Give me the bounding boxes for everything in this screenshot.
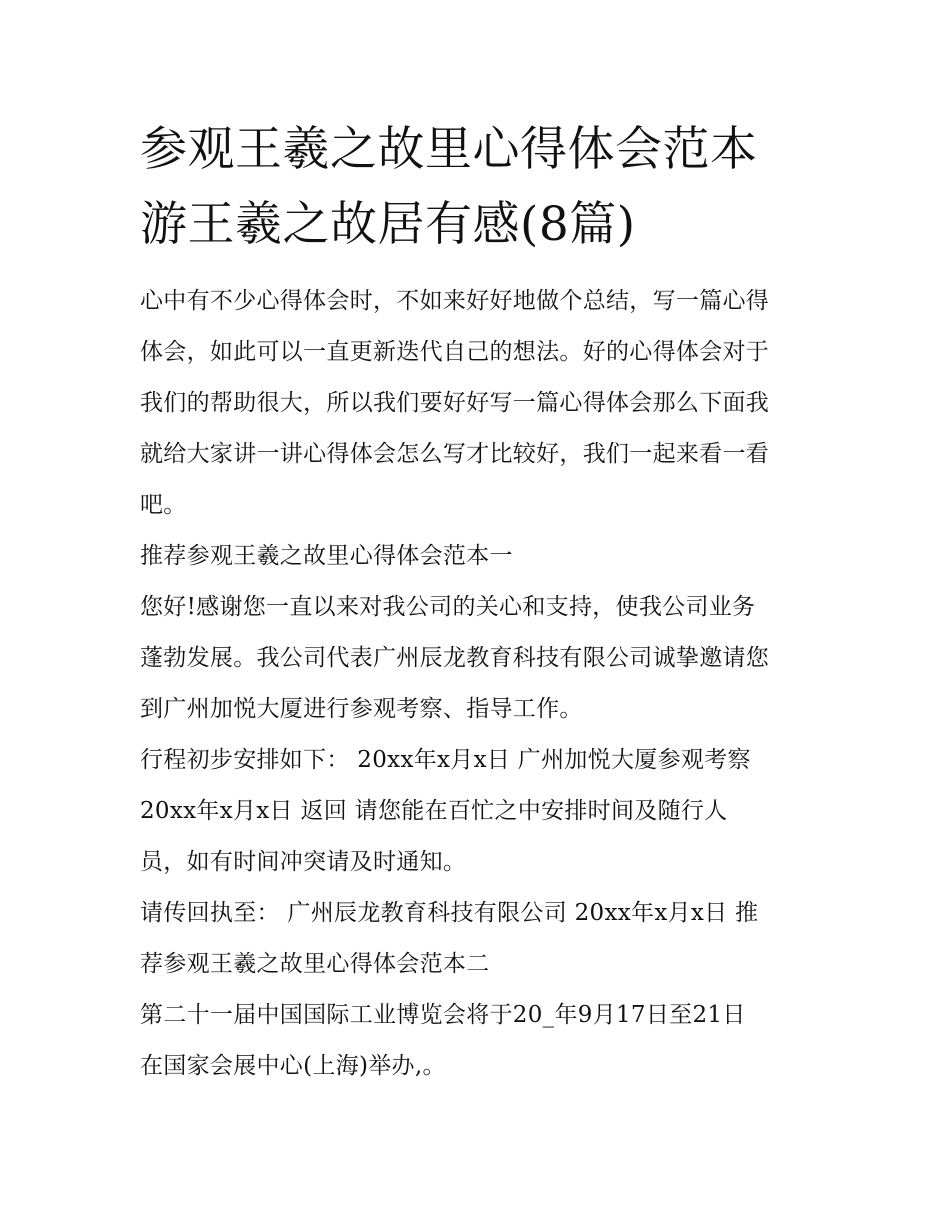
body-line: 心中有不少心得体会时，不如来好好地做个总结，写一篇心得 [140,288,770,314]
body-line: 在国家会展中心(上海)举办,。 [140,1053,446,1079]
body-line: 我们的帮助很大，所以我们要好好写一篇心得体会那么下面我 [140,390,770,416]
body-line: 就给大家讲一讲心得体会怎么写才比较好，我们一起来看一看 [140,441,770,467]
title-line-2: 游王羲之故居有感(8篇) [140,197,636,252]
body-line: 到广州加悦大厦进行参观考察、指导工作。 [140,696,583,722]
title-line-1: 参观王羲之故里心得体会范本 [140,122,758,177]
body-line: 吧。 [140,492,187,518]
document-body [140,276,830,1092]
body-line: 您好!感谢您一直以来对我公司的关心和支持，使我公司业务 [140,594,756,620]
body-line: 员，如有时间冲突请及时通知。 [140,849,467,875]
body-line: 行程初步安排如下： 20xx年x月x日 广州加悦大厦参观考察 [140,747,751,773]
body-line: 荐参观王羲之故里心得体会范本二 [140,951,490,977]
body-line: 蓬勃发展。我公司代表广州辰龙教育科技有限公司诚挚邀请您 [140,645,770,671]
document-title [140,112,840,262]
body-line: 请传回执至： 广州辰龙教育科技有限公司 20xx年x月x日 推 [140,900,759,926]
body-line: 体会，如此可以一直更新迭代自己的想法。好的心得体会对于 [140,339,770,365]
body-line: 第二十一届中国国际工业博览会将于20_年9月17日至21日 [140,1002,746,1028]
section-heading: 推荐参观王羲之故里心得体会范本一 [140,543,513,569]
body-line: 20xx年x月x日 返回 请您能在百忙之中安排时间及随行人 [140,798,728,824]
